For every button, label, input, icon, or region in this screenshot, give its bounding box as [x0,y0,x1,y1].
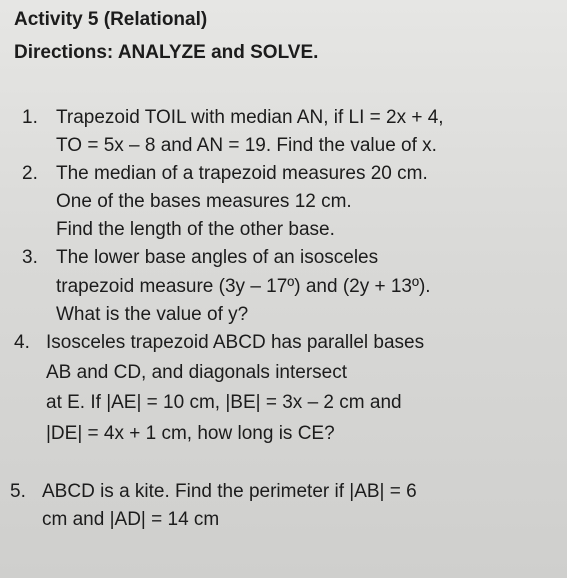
problem-1-number: 1. [22,107,38,128]
problem-2-line-1: The median of a trapezoid measures 20 cm. [56,163,428,184]
problem-3-line-3: What is the value of y? [56,304,249,325]
problem-2-line-3: Find the length of the other base. [56,219,335,240]
problem-1-line-1: Trapezoid TOIL with median AN, if LI = 2x + 4, [56,107,444,128]
directions-line: Directions: ANALYZE and SOLVE. [14,42,319,63]
problem-5-number: 5. [10,481,26,502]
problem-3-line-1: The lower base angles of an isosceles [56,247,379,268]
activity-title: Activity 5 (Relational) [14,9,208,30]
problem-4-line-3: at E. If |AE| = 10 cm, |BE| = 3x – 2 cm and [46,392,402,413]
problem-4-line-1: Isosceles trapezoid ABCD has parallel bases [46,332,425,353]
problem-5-line-2: cm and |AD| = 14 cm [42,509,220,530]
problem-4-line-4: |DE| = 4x + 1 cm, how long is CE? [46,423,335,444]
problem-2-line-2: One of the bases measures 12 cm. [56,191,352,212]
problem-2-number: 2. [22,163,38,184]
problem-4-line-2: AB and CD, and diagonals intersect [46,362,348,383]
problem-3-line-2: trapezoid measure (3y – 17º) and (2y + 13º). [56,276,431,297]
problem-3-number: 3. [22,247,38,268]
problem-4-number: 4. [14,332,30,353]
problem-1-line-2: TO = 5x – 8 and AN = 19. Find the value of x. [56,135,437,156]
problem-5-line-1: ABCD is a kite. Find the perimeter if |AB| = 6 [42,481,417,502]
